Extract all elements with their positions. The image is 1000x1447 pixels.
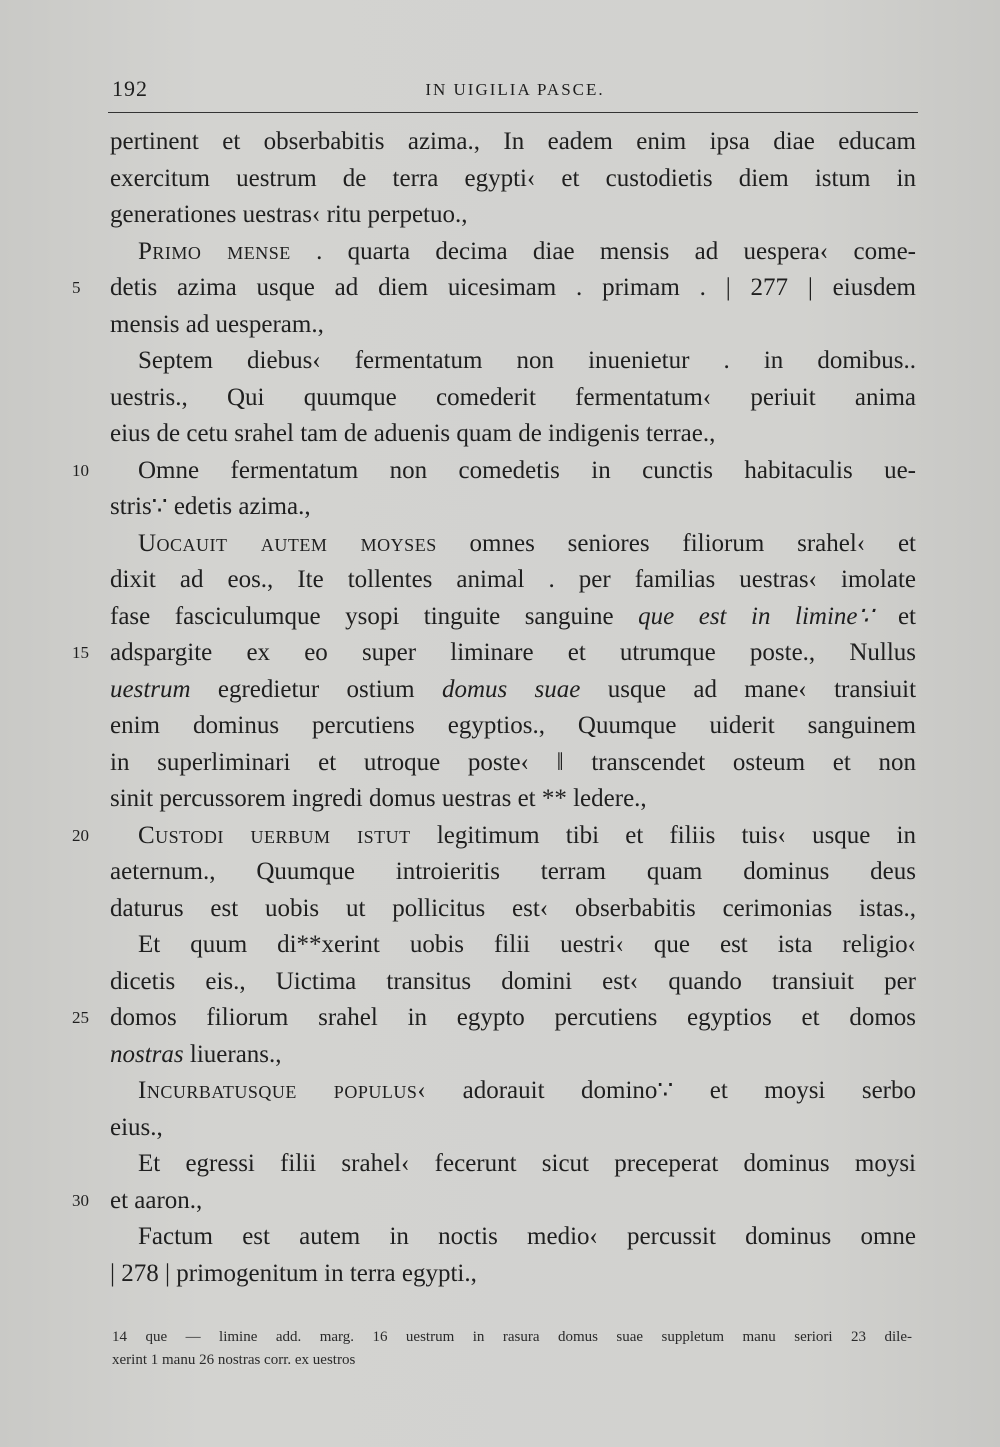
text-line: dicetis eis., Uictima transitus domini est‹ quando transiuit per: [110, 967, 916, 995]
line-number: 5: [72, 278, 81, 297]
line-number: 10: [72, 460, 89, 480]
text-line: generationes uestras‹ ritu perpetuo.,: [110, 201, 468, 228]
italic-insertion: uestrum: [110, 675, 191, 703]
text-line: in superliminari et utroque poste‹ ‖ transcendet osteum et non: [110, 748, 916, 776]
italic-insertion: domus suae: [441, 675, 581, 703]
header-rule: [108, 112, 918, 113]
text-line: 5 detis azima usque ad diem uicesimam . primam . | 277 | eiusdem: [110, 270, 916, 307]
text-line: 20 Custodi uerbum istut legitimum tibi et filiis tuis‹ usque in: [110, 818, 916, 855]
text-line: Et egressi filii srahel‹ fecerunt sicut preceperat dominus moysi: [138, 1150, 916, 1177]
text-line: Et quum di**xerint uobis filii uestri‹ que est ista religio‹: [138, 931, 916, 958]
text-line: Factum est autem in noctis medio‹ percussit dominus omne: [138, 1223, 916, 1250]
line-number: 30: [72, 1190, 89, 1210]
text-line: nostras liuerans.,: [110, 1040, 282, 1068]
text-line: sinit percussorem ingredi domus uestras et ** ledere.,: [110, 785, 647, 812]
text-line: Primo mense . quarta decima diae mensis ad uespera‹ come-: [138, 237, 916, 265]
text-line: uestris., Qui quumque comederit fermentatum‹ periuit anima: [110, 383, 916, 411]
text-line: pertinent et obserbabitis azima., In eadem enim ipsa diae educam: [110, 128, 916, 155]
line-number: 25: [72, 1008, 89, 1027]
italic-insertion: que est in limine∵: [638, 602, 874, 630]
italic-insertion: nostras: [110, 1040, 184, 1068]
text-line: mensis ad uesperam.,: [110, 310, 324, 338]
body-text: [72, 124, 917, 1292]
footnote-line: xerint 1 manu 26 nostras corr. ex uestros: [112, 1352, 356, 1368]
apparatus-footnotes: [112, 1326, 912, 1372]
text-line: 25 domos filiorum srahel in egypto percutiens egyptios et domos: [110, 1000, 916, 1037]
running-title: IN UIGILIA PASCE.: [425, 80, 605, 99]
section-incipit: Uocauit autem moyses: [138, 529, 437, 557]
text-line: stris∵ edetis azima.,: [110, 493, 311, 520]
text-line: enim dominus percutiens egyptios., Quumque uiderit sanguinem: [110, 712, 916, 739]
text-line: uestrum egredietur ostium domus suae usque ad mane‹ transiuit: [110, 675, 917, 703]
text-line: Septem diebus‹ fermentatum non inuenietur . in domibus..: [138, 347, 916, 374]
text-line: 30 et aaron.,: [110, 1183, 916, 1220]
section-incipit: Incurbatusque populus‹: [138, 1077, 427, 1104]
line-number: 15: [72, 643, 89, 662]
text-line: Incurbatusque populus‹ adorauit domino∵ et moysi serbo: [138, 1077, 916, 1104]
text-line: 15 adspargite ex eo super liminare et utrumque poste., Nullus: [110, 635, 916, 672]
text-line: 10 Omne fermentatum non comedetis in cunctis habitaculis ue-: [110, 453, 916, 490]
text-line: daturus est uobis ut pollicitus est‹ obserbabitis cerimonias istas.,: [110, 894, 916, 922]
text-line: eius.,: [110, 1113, 163, 1141]
text-line: fase fasciculumque ysopi tinguite sanguine que est in limine∵ et: [110, 602, 916, 630]
page-header: [112, 70, 918, 110]
text-line: dixit ad eos., Ite tollentes animal . per familias uestras‹ imolate: [110, 566, 916, 593]
text-line: eius de cetu srahel tam de aduenis quam de indigenis terrae.,: [110, 420, 716, 447]
text-line: exercitum uestrum de terra egypti‹ et custodietis diem istum in: [110, 164, 916, 192]
section-incipit: Custodi uerbum istut: [138, 821, 411, 849]
footnote-line: 14 que — limine add. marg. 16 uestrum in rasura domus suae suppletum manu seriori 23 dile-: [112, 1329, 912, 1345]
page-number: 192: [112, 76, 148, 101]
text-line: Uocauit autem moyses omnes seniores filiorum srahel‹ et: [138, 529, 917, 557]
line-number: 20: [72, 825, 89, 845]
section-incipit: Primo mense: [138, 237, 291, 265]
text-line: | 278 | primogenitum in terra egypti.,: [110, 1259, 477, 1287]
text-line: aeternum., Quumque introieritis terram quam dominus deus: [110, 858, 916, 885]
